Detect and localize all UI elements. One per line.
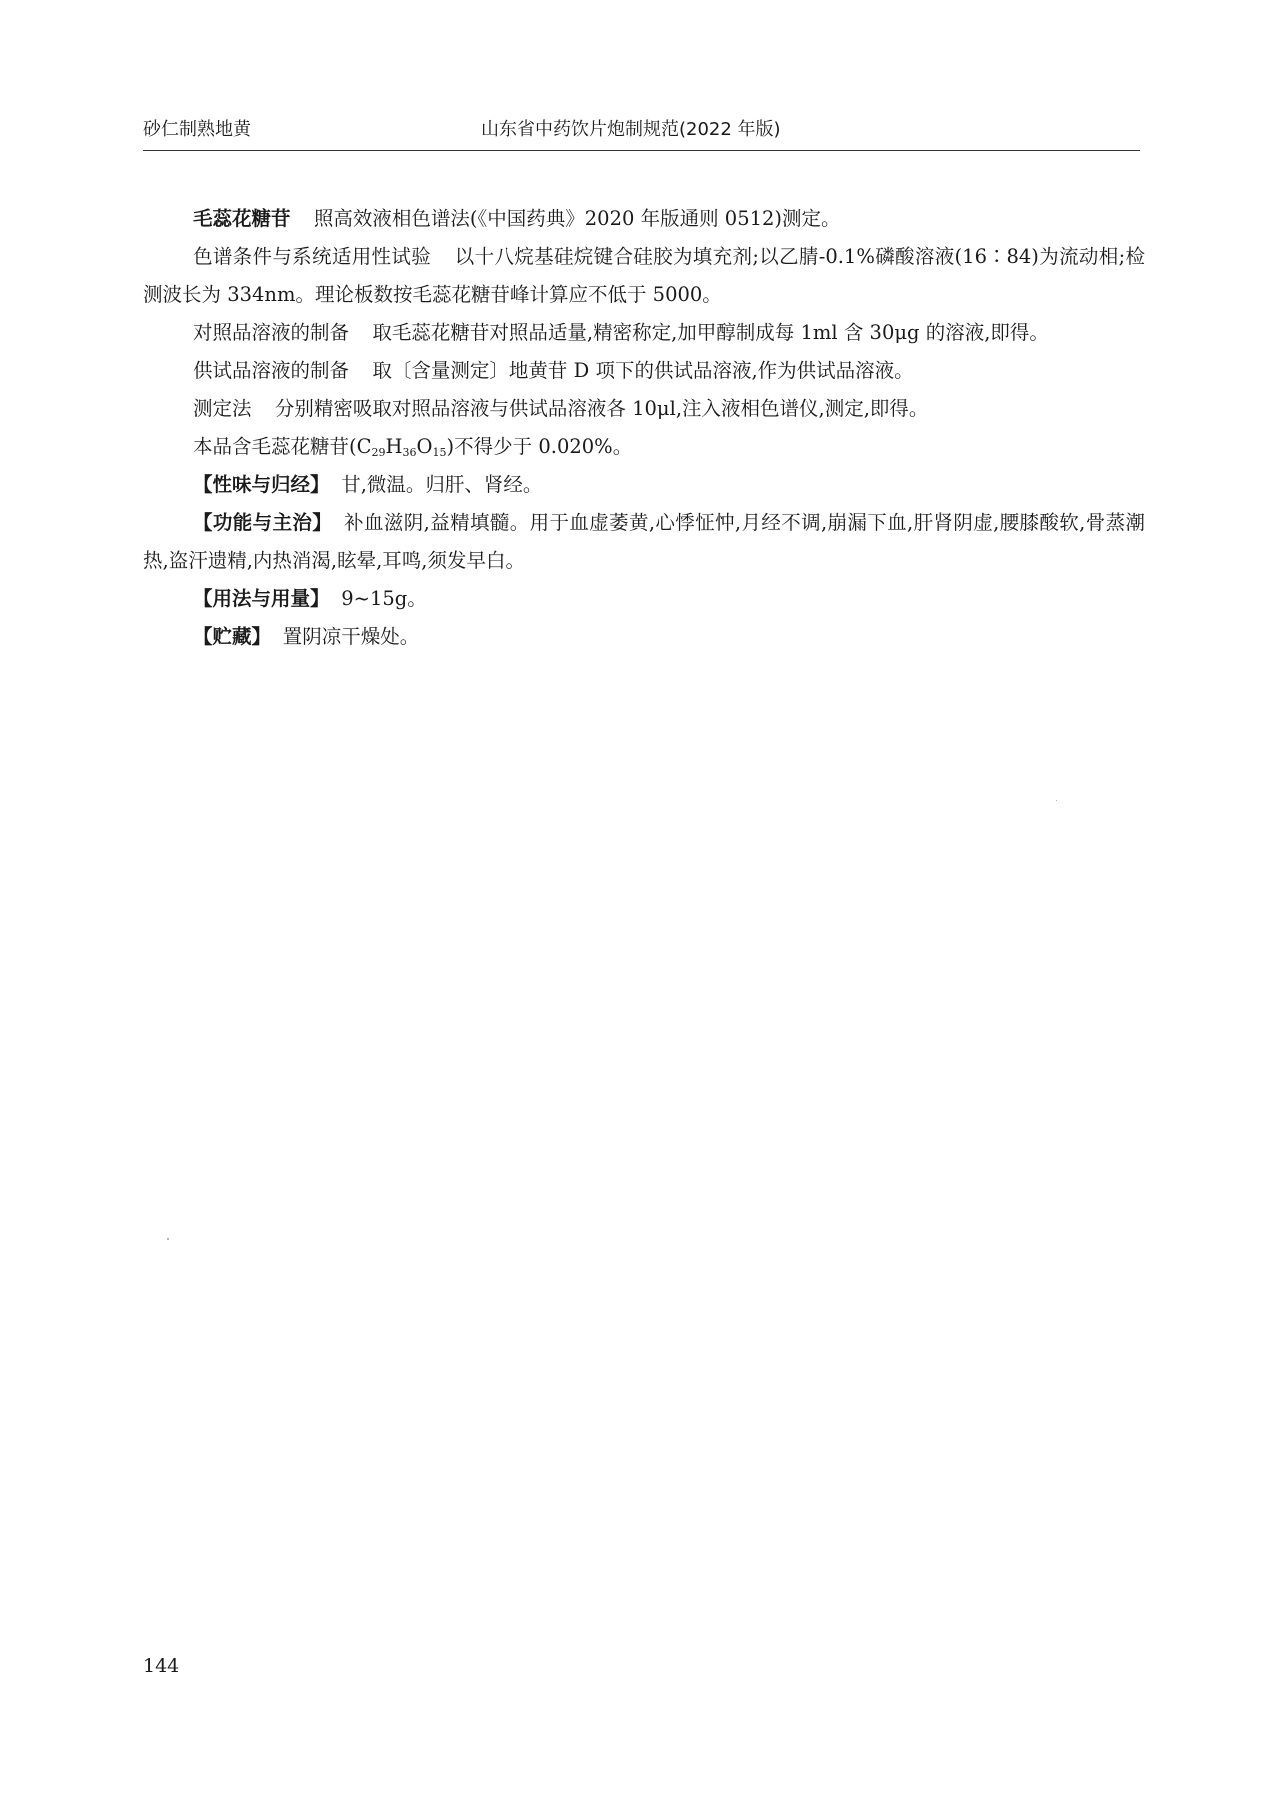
paragraph-nature-flavor [143,466,1145,504]
nature-flavor-label: 【性味与归经】 [193,473,330,496]
formula-subscript-c: 29 [371,446,386,459]
formula-h: H [385,435,403,458]
paragraph-test-solution [143,352,1145,390]
scan-speck [167,1238,169,1240]
content-limit-text-end: )不得少于 0.020%。 [446,435,633,458]
assay-method-text: 照高效液相色谱法(《中国药典》2020 年版通则 0512)测定。 [313,207,841,230]
procedure-label: 测定法 [193,397,252,420]
paragraph-storage [143,618,1145,656]
page-number: 144 [143,1655,180,1677]
header-rule [143,150,1140,151]
page-body [143,200,1145,656]
paragraph-procedure [143,390,1145,428]
paragraph-chromatographic-conditions [143,238,1145,314]
dosage-label: 【用法与用量】 [193,587,330,610]
chromatographic-conditions-text: 以十八烷基硅烷键合硅胶为填充剂;以乙腈-0.1%磷酸溶液(16∶84)为流动相;检测波长为 334nm。理论板数按毛蕊花糖苷峰计算应不低于 5000。 [143,245,1145,306]
dosage-text: 9~15g。 [341,587,427,610]
procedure-text: 分别精密吸取对照品溶液与供试品溶液各 10μl,注入液相色谱仪,测定,即得。 [274,397,929,420]
scan-speck [1056,800,1057,801]
book-title: 山东省中药饮片炮制规范(2022 年版) [481,119,781,140]
test-solution-label: 供试品溶液的制备 [193,359,350,382]
paragraph-functions-indications [143,504,1145,580]
running-header [143,112,1140,142]
nature-flavor-text: 甘,微温。归肝、肾经。 [341,473,543,496]
functions-indications-text: 补血滋阴,益精填髓。用于血虚萎黄,心悸怔忡,月经不调,崩漏下血,肝肾阴虚,腰膝酸软,骨蒸潮热,盗汗遗精,内热消渴,眩晕,耳鸣,须发早白。 [143,511,1145,572]
reference-solution-label: 对照品溶液的制备 [193,321,350,344]
paragraph-content-limit [143,428,1145,466]
reference-solution-text: 取毛蕊花糖苷对照品适量,精密称定,加甲醇制成每 1ml 含 30μg 的溶液,即得。 [372,321,1049,344]
content-limit-text-start: 本品含毛蕊花糖苷(C [193,435,372,458]
functions-indications-label: 【功能与主治】 [193,511,333,534]
formula-subscript-h: 36 [402,446,417,459]
formula-o: O [416,435,433,458]
storage-text: 置阴凉干燥处。 [282,625,420,648]
formula-subscript-o: 15 [432,446,447,459]
chromatographic-conditions-label: 色谱条件与系统适用性试验 [193,245,432,268]
chapter-title: 砂仁制熟地黄 [143,119,251,140]
assay-term: 毛蕊花糖苷 [193,207,291,230]
test-solution-text: 取〔含量测定〕地黄苷 D 项下的供试品溶液,作为供试品溶液。 [372,359,914,382]
paragraph-reference-solution [143,314,1145,352]
paragraph-assay-method [143,200,1145,238]
storage-label: 【贮藏】 [193,625,272,648]
paragraph-dosage [143,580,1145,618]
